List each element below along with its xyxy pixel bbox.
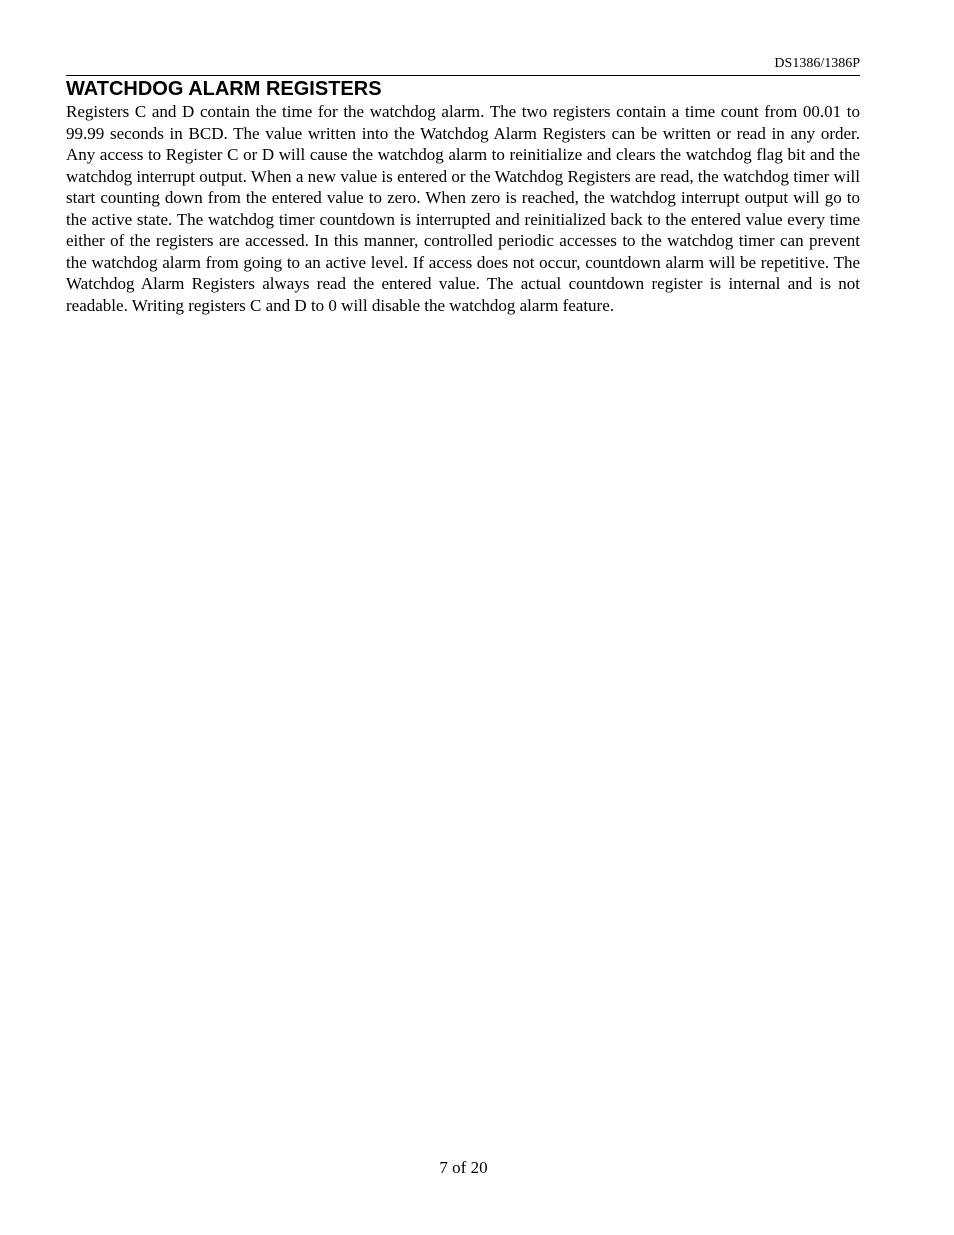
page-number: 7 of 20 (439, 1158, 488, 1177)
section-heading: WATCHDOG ALARM REGISTERS (66, 75, 860, 101)
section-body-paragraph: Registers C and D contain the time for the watchdog alarm. The two registers contain a time count from 00.01 to 99.99 seconds in BCD. The value written into the Watchdog Alarm Registers can be written or read in any order. Any access to Register C or D will cause the watchdog alarm to reinitialize and clears the watchdog flag bit and the watchdog interrupt output. When a new value is entered or the Watchdog Registers are read, the watchdog timer will start counting down from the entered value to zero. When zero is reached, the watchdog interrupt output will go to the active state. The watchdog timer countdown is interrupted and reinitialized back to the entered value every time either of the registers are accessed. In this manner, controlled periodic accesses to the watchdog timer can prevent the watchdog alarm from going to an active level. If access does not occur, countdown alarm will be repetitive. The Watchdog Alarm Registers always read the entered value. The actual countdown register is internal and is not readable. Writing registers C and D to 0 will disable the watchdog alarm feature. (66, 102, 860, 315)
document-part-number: DS1386/1386P (774, 56, 860, 71)
